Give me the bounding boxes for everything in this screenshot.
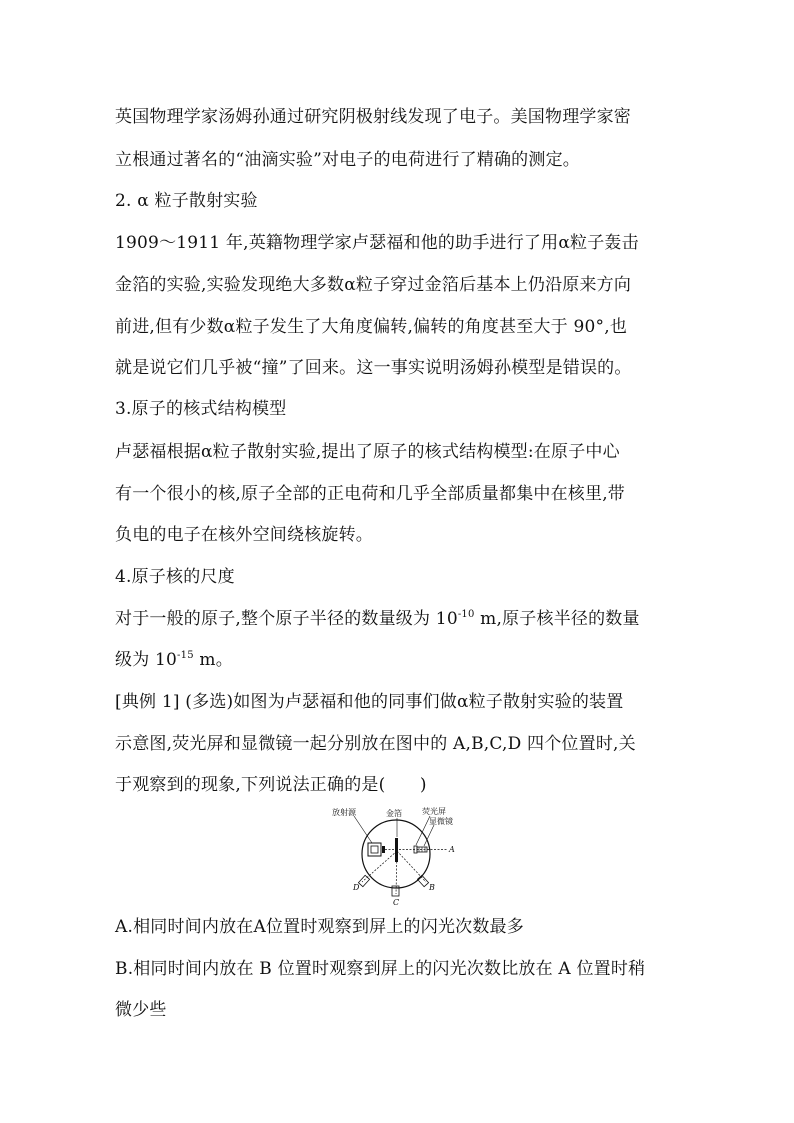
- label-position-a: A: [449, 845, 455, 854]
- intro-line-2: 立根通过著名的“油滴实验”对电子的电荷进行了精确的测定。: [115, 150, 580, 170]
- label-screen: 荧光屏: [422, 807, 446, 816]
- section-4-line-2-text-a: 级为 10: [115, 650, 178, 670]
- label-microscope: 显微镜: [429, 817, 453, 826]
- section-4-line-1-text-a: 对于一般的原子,整个原子半径的数量级为 10: [115, 609, 458, 629]
- intro-line-1: 英国物理学家汤姆孙通过研究阴极射线发现了电子。美国物理学家密: [115, 107, 631, 127]
- detector-b: [417, 875, 428, 886]
- leader-source: [354, 816, 372, 843]
- option-b-line-1: B.相同时间内放在 B 位置时观察到屏上的闪光次数比放在 A 位置时稍: [115, 959, 646, 979]
- section-2-line-1: 1909～1911 年,英籍物理学家卢瑟福和他的助手进行了用α粒子轰击: [115, 233, 639, 253]
- example-line-2: 示意图,荧光屏和显微镜一起分别放在图中的 A,B,C,D 四个位置时,关: [115, 734, 636, 754]
- collimator: [382, 846, 385, 853]
- label-position-c: C: [393, 898, 400, 906]
- example-line-3: 于观察到的现象,下列说法正确的是( ): [115, 775, 427, 795]
- source-inner: [371, 846, 378, 853]
- section-4-heading: 4.原子核的尺度: [115, 567, 235, 587]
- exponent-nucleus-radius: -15: [177, 650, 194, 661]
- section-3-heading: 3.原子的核式结构模型: [115, 399, 287, 419]
- section-2-line-2: 金箔的实验,实验发现绝大多数α粒子穿过金箔后基本上仍沿原来方向: [115, 275, 632, 295]
- section-4-line-1-text-b: m,原子核半径的数量: [474, 609, 640, 629]
- section-3-line-1: 卢瑟福根据α粒子散射实验,提出了原子的核式结构模型:在原子中心: [115, 442, 620, 462]
- section-4-line-2-text-b: m。: [193, 650, 233, 670]
- section-2-heading: 2. α 粒子散射实验: [115, 191, 258, 211]
- section-4-line-1: [115, 607, 685, 631]
- alpha-scattering-apparatus-figure: [330, 806, 466, 906]
- option-a: A.相同时间内放在A位置时观察到屏上的闪光次数最多: [115, 917, 524, 937]
- option-b-line-2: 微少些: [115, 1000, 167, 1020]
- exponent-atom-radius: -10: [457, 609, 475, 620]
- section-4-line-2: [115, 648, 685, 672]
- leader-microscope: [424, 825, 434, 846]
- path-to-b: [397, 851, 426, 882]
- section-2-line-4: 就是说它们几乎被“撞”了回来。这一事实说明汤姆孙模型是错误的。: [115, 358, 632, 378]
- apparatus-diagram: [330, 806, 466, 906]
- example-line-1: [典例 1] (多选)如图为卢瑟福和他的同事们做α粒子散射实验的装置: [115, 692, 624, 712]
- section-3-line-2: 有一个很小的核,原子全部的正电荷和几乎全部质量都集中在核里,带: [115, 484, 626, 504]
- label-source: 放射源: [332, 808, 356, 817]
- label-position-b: B: [429, 883, 435, 892]
- label-foil: 金箔: [386, 809, 402, 818]
- section-3-line-3: 负电的电子在核外空间绕核旋转。: [115, 525, 373, 545]
- section-2-line-3: 前进,但有少数α粒子发生了大角度偏转,偏转的角度甚至大于 90°,也: [115, 317, 628, 337]
- source-box: [368, 843, 381, 856]
- label-position-d: D: [353, 883, 360, 892]
